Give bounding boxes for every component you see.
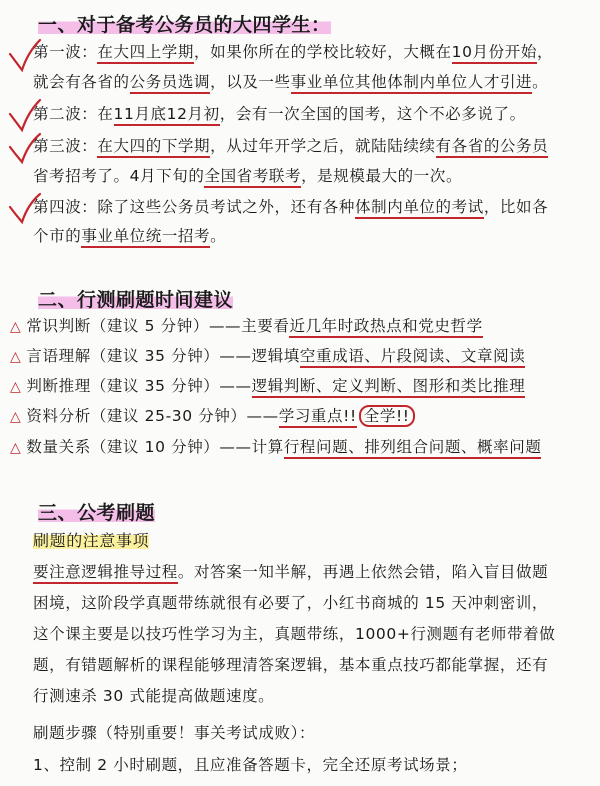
wave1-end: 。 [532, 73, 549, 91]
wave4-line2 [33, 226, 226, 246]
section3-title [38, 498, 155, 525]
wave1-lead: 第一波： [33, 43, 98, 61]
warning-triangle-icon: △ [10, 409, 27, 425]
wave3-end: ，是规模最大的一次。 [301, 167, 463, 185]
warning-triangle-icon: △ [10, 440, 27, 456]
warning-triangle-icon: △ [10, 379, 27, 395]
wave4-line1 [33, 197, 548, 217]
item-dash: ——主要看 [208, 317, 290, 335]
wave4-end: 。 [210, 227, 227, 245]
wave1-text: ，如果你所在的学校比较好，大概在 [194, 43, 452, 61]
wave3-lead: 第三波： [33, 137, 98, 155]
wave1-selection: 公务员选调 [130, 73, 211, 94]
logic-emphasis: 要注意逻辑推导过程 [33, 563, 178, 584]
wave4-line2-text: 个市的 [33, 227, 82, 245]
item-time: （建议 10 分钟） [90, 438, 220, 456]
item-note: 空重成语、片段阅读、文章阅读 [300, 347, 525, 368]
wave2-text: ，会有一次全国的国考，这个不必多说了。 [219, 105, 526, 123]
section1-title-text: 一、对于备考公务员的大四学生： [38, 14, 331, 36]
item-label: 言语理解 [26, 347, 91, 365]
section3-para-line2 [33, 593, 548, 613]
wave4-exams: 体制内单位的考试 [355, 198, 484, 219]
section3-title-text: 三、公考刷题 [38, 502, 156, 524]
wave1-talent: 事业单位其他体制内单位人才引进 [291, 73, 533, 94]
item-label: 常识判断 [26, 317, 91, 335]
wave1-term: 在大四上学期 [97, 43, 194, 64]
wave1-line1 [33, 42, 553, 62]
item-dash: ——计算 [219, 438, 284, 456]
item-dash: —— [219, 377, 252, 395]
wave1-line2-text: 就会有各省的 [33, 73, 130, 91]
item-note: 行程问题、排列组合问题、概率问题 [284, 438, 542, 459]
para-line-2: 困境，这阶段学真题带练就很有必要了，小红书商城的 15 天冲刺密训， [33, 594, 548, 612]
wave4-unified: 事业单位统一招考 [81, 227, 210, 248]
section3-subtitle [33, 531, 149, 551]
section3-para-line4 [33, 655, 548, 675]
item-extra-circled: 全学!! [359, 405, 415, 427]
study-time-item [10, 346, 525, 367]
item-time: （建议 35 分钟） [90, 347, 220, 365]
study-time-item [10, 316, 483, 337]
section3-subtitle-text: 刷题的注意事项 [33, 531, 150, 550]
wave1-and: ，以及一些 [210, 73, 291, 91]
study-time-item [10, 406, 415, 427]
wave2-line [33, 104, 526, 124]
wave3-line1 [33, 136, 548, 156]
study-time-item [10, 437, 541, 458]
wave4-text: 除了这些公务员考试之外，还有各种 [97, 198, 356, 216]
section1-title [38, 10, 331, 37]
wave3-line2-text: 省考招考了。4月下旬的 [33, 167, 205, 185]
wave1-date: 10月份开始 [452, 43, 537, 64]
step-1-text: 1、控制 2 小时刷题，且应准备答题卡，完全还原考试场景； [33, 756, 468, 774]
wave3-in: 在大四的 [97, 137, 161, 158]
para-line-1: 。对答案一知半解，再遇上依然会错，陷入盲目做题 [177, 563, 549, 581]
item-time: （建议 25-30 分钟） [90, 407, 247, 425]
wave2-date: 11月底12月初 [114, 105, 220, 126]
item-time: （建议 5 分钟） [90, 317, 209, 335]
step-1 [33, 755, 467, 775]
study-time-item [10, 376, 525, 397]
item-label: 资料分析 [26, 407, 91, 425]
wave3-text: ，从过年开学之后，就陆陆续续 [210, 137, 436, 155]
warning-triangle-icon: △ [10, 349, 27, 365]
wave2-in: 在 [97, 105, 114, 123]
wave3-provinces: 有各省的公务员 [436, 137, 549, 158]
item-label: 数量关系 [26, 438, 91, 456]
item-time: （建议 35 分钟） [90, 377, 220, 395]
section2-title [38, 285, 233, 312]
item-dash: —— [246, 407, 279, 425]
wave4-lead: 第四波： [33, 198, 98, 216]
item-dash: ——逻辑填 [219, 347, 300, 365]
wave3-line2 [33, 166, 462, 186]
wave2-lead: 第二波： [33, 105, 98, 123]
section3-para-line5 [33, 686, 274, 706]
wave4-such-as: ，比如各 [483, 198, 549, 216]
wave1-comma: ， [536, 43, 554, 61]
section2-title-text: 二、行测刷题时间建议 [38, 289, 234, 311]
wave3-joint-exam: 全国省考联考 [204, 167, 301, 188]
wave3-term: 下学期 [162, 137, 210, 158]
section3-para-line1 [33, 562, 548, 582]
item-label: 判断推理 [26, 377, 91, 395]
steps-title [33, 723, 315, 743]
section3-para-line3 [33, 624, 555, 644]
para-line-4: 题，有错题解析的课程能够理清答案逻辑，基本重点技巧都能掌握，还有 [33, 656, 549, 674]
para-line-3: 这个课主要是以技巧性学习为主，真题带练，1000+行测题有老师带着做 [33, 625, 556, 643]
item-note: 逻辑判断、定义判断、图形和类比推理 [252, 377, 526, 398]
item-note: 近几年时政热点和党史哲学 [289, 317, 482, 338]
steps-title-text: 刷题步骤（特别重要！事关考试成败）： [33, 724, 316, 742]
item-note: 学习重点!! [279, 407, 357, 428]
wave1-line2 [33, 72, 548, 92]
warning-triangle-icon: △ [10, 319, 27, 335]
para-line-5: 行测速杀 30 式能提高做题速度。 [33, 687, 275, 705]
